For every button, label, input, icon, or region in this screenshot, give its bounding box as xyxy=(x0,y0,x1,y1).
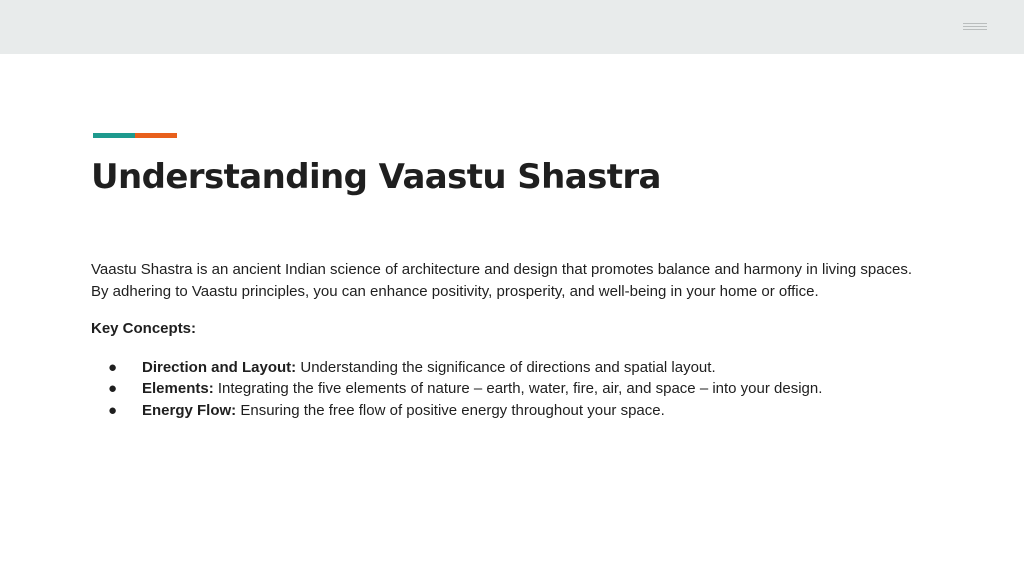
accent-bar-orange-segment xyxy=(135,133,177,138)
hamburger-menu-icon[interactable] xyxy=(963,23,987,33)
accent-bar-teal-segment xyxy=(93,133,135,138)
menu-line xyxy=(963,23,987,24)
bullet-icon: ● xyxy=(108,358,118,376)
concept-description: Ensuring the free flow of positive energy throughout your space. xyxy=(236,401,665,419)
concept-term: Direction and Layout: xyxy=(142,358,297,376)
top-band xyxy=(0,0,1024,54)
concept-description: Integrating the five elements of nature – earth, water, fire, air, and space – into your design. xyxy=(213,380,823,397)
list-item xyxy=(91,378,931,400)
concept-term: Elements: xyxy=(142,380,214,397)
key-concepts-list xyxy=(91,357,931,422)
key-concepts-heading: Key Concepts: xyxy=(91,320,197,337)
title-accent-bar xyxy=(93,133,177,138)
slide-body xyxy=(91,259,931,421)
list-item xyxy=(91,357,931,379)
menu-line xyxy=(963,29,987,30)
concept-description: Understanding the significance of directions and spatial layout. xyxy=(296,358,716,376)
intro-paragraph: Vaastu Shastra is an ancient Indian science of architecture and design that promotes balance and harmony in living spaces. By adhering to Vaastu principles, you can enhance positivity, prosperity, and well-being in your home or office. xyxy=(91,261,913,300)
list-item xyxy=(91,400,931,422)
bullet-icon: ● xyxy=(108,380,118,397)
concept-term: Energy Flow: xyxy=(142,401,237,419)
slide-title: Understanding Vaastu Shastra xyxy=(91,157,661,197)
bullet-icon: ● xyxy=(108,401,118,419)
menu-line xyxy=(963,26,987,27)
